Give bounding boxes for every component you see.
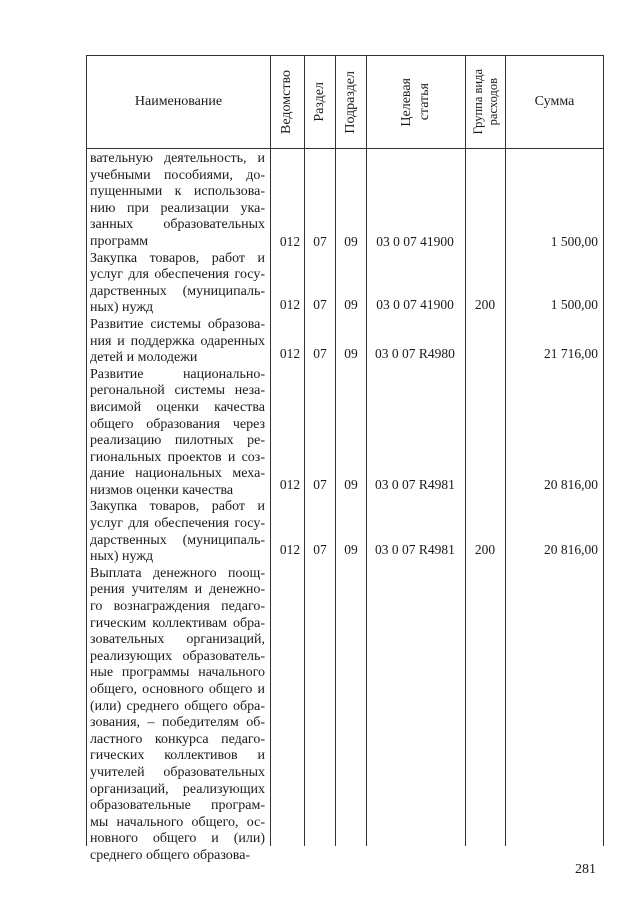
cell-gruppa <box>467 476 503 493</box>
name-line: занных образовательных <box>90 217 265 233</box>
cell-razdel: 07 <box>313 542 327 557</box>
header-tselevaya-line1: Целевая <box>398 77 414 127</box>
cell-podrazdel: 09 <box>344 297 358 312</box>
header-tselevaya-line2: статья <box>417 83 432 121</box>
cell-podrazdel: 09 <box>344 542 358 557</box>
cell-gruppa <box>467 345 503 362</box>
header-summa <box>506 56 603 148</box>
name-line: организаций, реализующих <box>90 781 265 797</box>
header-name-text: Наименование <box>134 93 223 109</box>
name-line: услуг для обеспечения госу- <box>90 267 265 283</box>
name-line: вательную деятельность, и <box>90 151 265 166</box>
name-column-text <box>90 151 265 865</box>
name-line: нию при реализации ука- <box>90 200 265 216</box>
cell-vedomstvo: 012 <box>279 234 301 249</box>
name-line: зования, – победителям об- <box>90 715 265 731</box>
table-left-border <box>86 55 87 846</box>
col-divider-5 <box>465 55 466 846</box>
header-bottom-border <box>86 148 604 149</box>
header-podrazdel <box>336 56 366 148</box>
cell-vedomstvo: 012 <box>279 346 301 361</box>
name-line: мы начального общего, ос- <box>90 814 265 830</box>
name-line: Развитие системы образова- <box>90 316 265 332</box>
name-line: го вознаграждения педаго- <box>90 599 265 615</box>
name-line: ных) нужд <box>90 300 154 316</box>
name-line: дание национальных меха- <box>90 466 265 482</box>
cell-podrazdel: 09 <box>344 346 358 361</box>
name-line: ных) нужд <box>90 549 154 565</box>
header-razdel <box>305 56 335 148</box>
header-vedomstvo <box>271 56 304 148</box>
cell-summa: 21 716,00 <box>544 346 598 361</box>
cell-tselevaya-statya: 03 0 07 R4981 <box>375 477 455 492</box>
header-podrazdel-text: Подраздел <box>342 70 358 134</box>
name-line: дарственных (муниципаль- <box>90 532 265 548</box>
header-gruppa-rashodov <box>466 56 505 148</box>
name-line: Выплата денежного поощ- <box>90 565 265 581</box>
name-line: пущенными к использова- <box>90 184 265 200</box>
header-razdel-text: Раздел <box>311 82 327 122</box>
name-line: ния и поддержка одаренных <box>90 333 265 349</box>
cell-gruppa <box>467 233 503 250</box>
header-name <box>87 56 270 148</box>
cell-gruppa: 200 <box>474 297 496 312</box>
header-gruppa-line2: расходов <box>486 78 500 126</box>
name-line: регональной системы неза- <box>90 383 265 399</box>
name-line: Закупка товаров, работ и <box>90 250 265 266</box>
cell-tselevaya-statya: 03 0 07 41900 <box>376 234 454 249</box>
name-line: новного общего и (или) <box>90 831 265 847</box>
col-divider-3 <box>335 55 336 846</box>
cell-vedomstvo: 012 <box>279 542 301 557</box>
name-line: учебными пособиями, до- <box>90 167 265 183</box>
name-line: общего образования через <box>90 416 265 432</box>
col-divider-6 <box>505 55 506 846</box>
name-line: висимой оценки качества <box>90 399 265 415</box>
name-line: учителей образовательных <box>90 764 265 780</box>
name-line: гическим коллективам обра- <box>90 615 265 631</box>
cell-gruppa: 200 <box>474 542 496 557</box>
cell-podrazdel: 09 <box>344 234 358 249</box>
header-gruppa-line1: Группа вида <box>470 69 485 135</box>
cell-tselevaya-statya: 03 0 07 R4980 <box>375 346 455 361</box>
col-divider-2 <box>304 55 305 846</box>
cell-razdel: 07 <box>313 477 327 492</box>
header-vedomstvo-text: Ведомство <box>279 70 295 134</box>
cell-summa: 1 500,00 <box>550 234 598 249</box>
cell-summa: 1 500,00 <box>550 297 598 312</box>
cell-podrazdel: 09 <box>344 477 358 492</box>
name-line: Закупка товаров, работ и <box>90 499 265 515</box>
name-line: реализацию пилотных ре- <box>90 433 265 449</box>
name-line: рения учителям и денежно- <box>90 582 265 598</box>
name-line: зовательных организаций, <box>90 632 265 648</box>
name-line: программ <box>90 233 149 249</box>
name-line: гиональных проектов и соз- <box>90 449 265 465</box>
name-line: гических коллективов и <box>90 748 265 764</box>
name-line: ные программы начального <box>90 665 265 681</box>
cell-summa: 20 816,00 <box>544 477 598 492</box>
name-line: низмов оценки качества <box>90 482 234 498</box>
cell-vedomstvo: 012 <box>279 477 301 492</box>
name-line: общего, основного общего и <box>90 682 265 697</box>
name-line: Развитие национально- <box>90 366 265 382</box>
name-line: услуг для обеспечения госу- <box>90 516 265 532</box>
cell-summa: 20 816,00 <box>544 542 598 557</box>
page-number: 281 <box>575 862 596 877</box>
name-line: среднего общего образова- <box>90 847 251 863</box>
header-tselevaya-statya <box>367 56 465 148</box>
name-line: (или) среднего общего обра- <box>90 698 265 714</box>
header-summa-text: Сумма <box>534 93 575 109</box>
cell-razdel: 07 <box>313 346 327 361</box>
col-divider-1 <box>270 55 271 846</box>
cell-vedomstvo: 012 <box>279 297 301 312</box>
cell-razdel: 07 <box>313 234 327 249</box>
cell-tselevaya-statya: 03 0 07 41900 <box>376 297 454 312</box>
col-divider-4 <box>366 55 367 846</box>
name-line: дарственных (муниципаль- <box>90 283 265 299</box>
cell-tselevaya-statya: 03 0 07 R4981 <box>375 542 455 557</box>
name-line: реализующих образователь- <box>90 648 265 664</box>
table-right-border <box>603 55 604 846</box>
name-line: детей и молодежи <box>90 350 198 366</box>
name-line: ластного конкурса педаго- <box>90 731 265 747</box>
name-line: образовательные програм- <box>90 798 265 814</box>
cell-razdel: 07 <box>313 297 327 312</box>
